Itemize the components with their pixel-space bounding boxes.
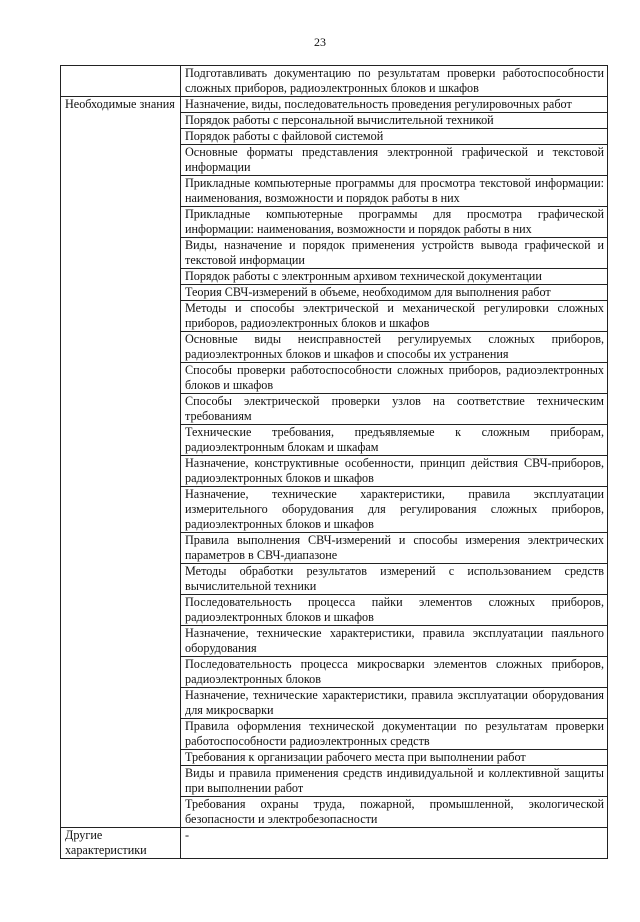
knowledge-item-text: Назначение, технические характеристики, правила эксплуатации паяльного оборудования — [185, 626, 604, 655]
knowledge-item — [181, 332, 608, 363]
knowledge-item — [181, 750, 608, 766]
table-row — [61, 97, 608, 113]
knowledge-item — [181, 238, 608, 269]
knowledge-item — [181, 533, 608, 564]
other-value-text: - — [185, 828, 190, 842]
row-label-knowledge — [61, 97, 181, 828]
knowledge-item — [181, 766, 608, 797]
knowledge-item-text: Методы и способы электрической и механической регулировки сложных приборов, радиоэлектронных блоков и шкафов — [185, 301, 604, 330]
knowledge-item-text: Правила оформления технической документации по результатам проверки работоспособности радиоэлектронных средств — [185, 719, 604, 748]
knowledge-item-text: Основные виды неисправностей регулируемых сложных приборов, радиоэлектронных блоков и шкафов и способы их устранения — [185, 332, 604, 361]
skill-item-text: Подготавливать документацию по результатам проверки работоспособности сложных приборов, радиоэлектронных блоков и шкафов — [185, 66, 604, 95]
knowledge-item-text: Последовательность процесса микросварки элементов сложных приборов, радиоэлектронных блоков — [185, 657, 604, 686]
knowledge-item — [181, 657, 608, 688]
knowledge-item — [181, 797, 608, 828]
knowledge-item-text: Правила выполнения СВЧ-измерений и способы измерения электрических параметров в СВЧ-диапазоне — [185, 533, 604, 562]
knowledge-item — [181, 487, 608, 533]
knowledge-item — [181, 425, 608, 456]
knowledge-item-text: Методы обработки результатов измерений с использованием средств вычислительной техники — [185, 564, 604, 593]
knowledge-item-text: Порядок работы с электронным архивом технической документации — [185, 269, 542, 283]
table-row — [61, 828, 608, 859]
knowledge-item — [181, 145, 608, 176]
knowledge-item-text: Прикладные компьютерные программы для просмотра графической информации: наименования, возможности и порядок работы в них — [185, 207, 604, 236]
knowledge-item — [181, 719, 608, 750]
knowledge-item-text: Порядок работы с файловой системой — [185, 129, 384, 143]
knowledge-item-text: Назначение, технические характеристики, правила эксплуатации измерительного оборудования для регулирования сложных приборов, радиоэлектронных блоков и шкафов — [185, 487, 604, 531]
knowledge-item — [181, 269, 608, 285]
knowledge-item-text: Прикладные компьютерные программы для просмотра текстовой информации: наименования, возможности и порядок работы в них — [185, 176, 604, 205]
knowledge-item-text: Технические требования, предъявляемые к сложным приборам, радиоэлектронным блокам и шкафам — [185, 425, 604, 454]
knowledge-item — [181, 564, 608, 595]
knowledge-item — [181, 394, 608, 425]
knowledge-item — [181, 285, 608, 301]
knowledge-item-text: Основные форматы представления электронной графической и текстовой информации — [185, 145, 604, 174]
knowledge-item — [181, 363, 608, 394]
other-value — [181, 828, 608, 859]
knowledge-item-text: Последовательность процесса пайки элементов сложных приборов, радиоэлектронных блоков и шкафов — [185, 595, 604, 624]
knowledge-item-text: Виды и правила применения средств индивидуальной и коллективной защиты при выполнении работ — [185, 766, 604, 795]
skill-item — [181, 66, 608, 97]
knowledge-item — [181, 176, 608, 207]
knowledge-item — [181, 301, 608, 332]
table-body — [61, 66, 608, 859]
knowledge-item-text: Способы электрической проверки узлов на соответствие техническим требованиям — [185, 394, 604, 423]
knowledge-item-text: Теория СВЧ-измерений в объеме, необходимом для выполнения работ — [185, 285, 551, 299]
row-label-other-text: Другие характеристики — [65, 828, 147, 857]
knowledge-item-text: Назначение, технические характеристики, правила эксплуатации оборудования для микросварки — [185, 688, 604, 717]
page-number: 23 — [314, 35, 326, 49]
knowledge-item — [181, 207, 608, 238]
row-label-continuation — [61, 66, 181, 97]
qualification-table — [60, 65, 608, 859]
knowledge-item — [181, 595, 608, 626]
knowledge-item-text: Назначение, конструктивные особенности, принцип действия СВЧ-приборов, радиоэлектронных блоков и шкафов — [185, 456, 604, 485]
knowledge-item-text: Виды, назначение и порядок применения устройств вывода графической и текстовой информации — [185, 238, 604, 267]
knowledge-item-text: Требования к организации рабочего места при выполнении работ — [185, 750, 526, 764]
knowledge-item — [181, 113, 608, 129]
knowledge-item-text: Порядок работы с персональной вычислительной техникой — [185, 113, 494, 127]
knowledge-item — [181, 688, 608, 719]
knowledge-item-text: Способы проверки работоспособности сложных приборов, радиоэлектронных блоков и шкафов — [185, 363, 604, 392]
knowledge-item — [181, 129, 608, 145]
knowledge-item — [181, 456, 608, 487]
knowledge-item-text: Назначение, виды, последовательность проведения регулировочных работ — [185, 97, 572, 111]
knowledge-item-text: Требования охраны труда, пожарной, промышленной, экологической безопасности и электробезопасности — [185, 797, 604, 826]
table-row — [61, 66, 608, 97]
row-label-other — [61, 828, 181, 859]
row-label-knowledge-text: Необходимые знания — [65, 97, 175, 111]
knowledge-item — [181, 626, 608, 657]
knowledge-item — [181, 97, 608, 113]
